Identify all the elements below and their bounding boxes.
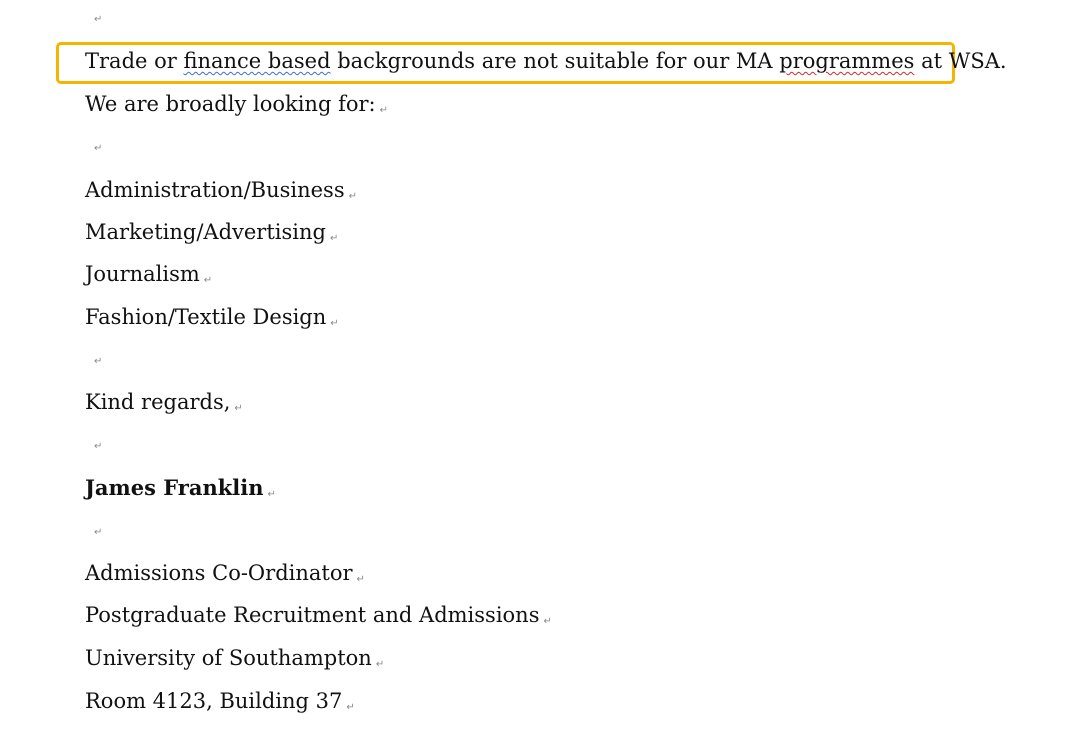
signatory-name: James Franklin — [85, 475, 264, 500]
paragraph-mark-icon: ↵ — [348, 191, 357, 202]
looking-for-text: We are broadly looking for: — [85, 92, 376, 116]
background-item-text: Marketing/Advertising — [85, 220, 326, 244]
signature-line-text: University of Southampton — [85, 646, 372, 670]
paragraph-mark-icon: ↵ — [379, 105, 388, 116]
paragraph-mark-icon: ↵ — [330, 318, 339, 329]
signature-line-text: Postgraduate Recruitment and Admissions — [85, 603, 540, 627]
signature-line-text: Admissions Co-Ordinator — [85, 561, 353, 585]
background-item-text: Fashion/Textile Design — [85, 305, 327, 329]
paragraph-mark-icon: ↵ — [329, 233, 339, 244]
empty-paragraph-mark: ↵ — [94, 356, 103, 367]
sentence-part: at WSA. — [914, 49, 1007, 73]
empty-paragraph-mark: ↵ — [94, 527, 103, 538]
spelling-flagged-text[interactable]: programmes — [779, 49, 915, 73]
paragraph-mark-icon: ↵ — [356, 574, 365, 585]
highlighted-paragraph[interactable] — [85, 48, 1007, 74]
background-item[interactable] — [85, 177, 357, 210]
signature-line[interactable] — [85, 602, 552, 635]
empty-paragraph-mark: ↵ — [94, 143, 103, 154]
background-item[interactable] — [85, 261, 212, 294]
closing-paragraph[interactable] — [85, 389, 243, 422]
sentence-part: backgrounds are not suitable for our MA — [330, 49, 780, 73]
background-item[interactable] — [85, 219, 338, 252]
signature-line[interactable] — [85, 645, 384, 678]
paragraph-mark-icon: ↵ — [203, 275, 213, 286]
empty-paragraph-mark: ↵ — [94, 441, 103, 452]
signatory-paragraph[interactable] — [85, 475, 276, 508]
signature-line[interactable] — [85, 560, 365, 593]
paragraph-mark-icon: ↵ — [267, 489, 276, 500]
signature-line[interactable] — [85, 688, 355, 721]
sentence-part: Trade or — [85, 49, 184, 73]
background-item-text: Journalism — [85, 262, 200, 286]
paragraph-mark-icon: ↵ — [346, 702, 355, 713]
empty-paragraph-mark: ↵ — [94, 14, 103, 25]
signature-line-text: Room 4123, Building 37 — [85, 689, 343, 713]
background-item-text: Administration/Business — [85, 178, 345, 202]
paragraph-mark-icon: ↵ — [375, 659, 385, 670]
grammar-flagged-text[interactable]: finance based — [183, 49, 331, 73]
paragraph-mark-icon: ↵ — [543, 616, 552, 627]
background-item[interactable] — [85, 304, 339, 337]
looking-for-paragraph[interactable] — [85, 91, 388, 124]
paragraph-mark-icon: ↵ — [234, 403, 243, 414]
closing-text: Kind regards, — [85, 390, 231, 414]
